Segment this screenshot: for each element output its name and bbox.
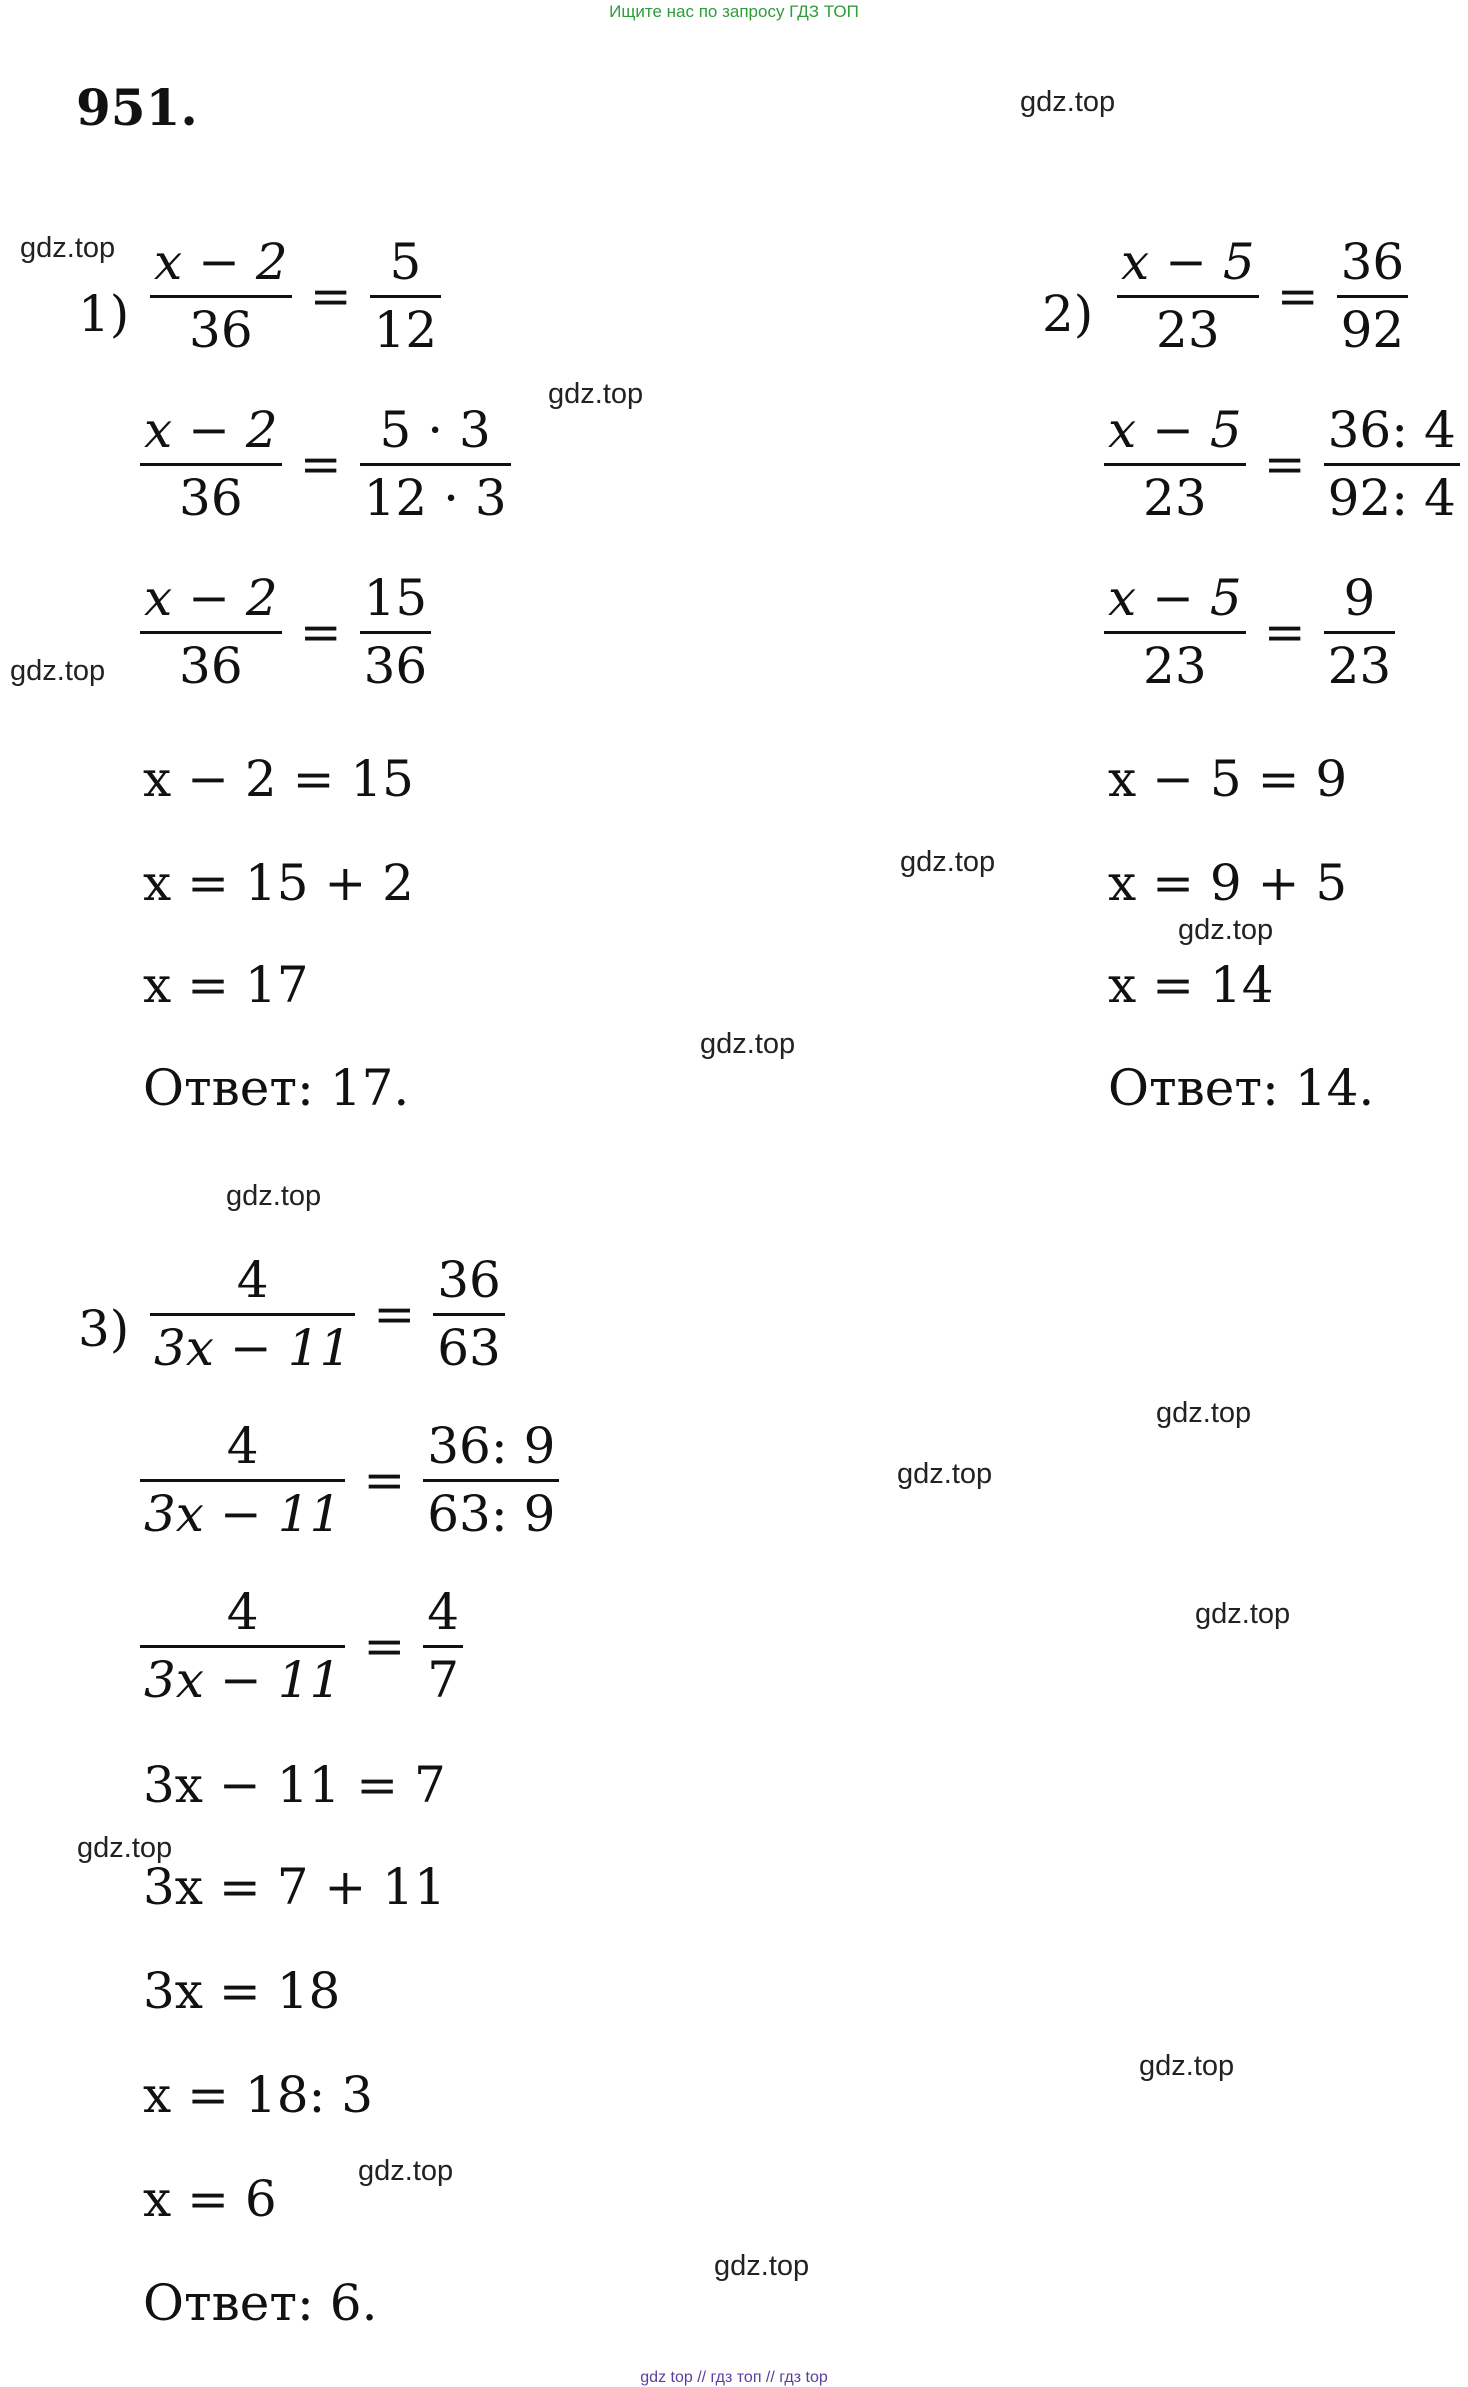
denominator: 3x − 11: [144, 1650, 342, 1709]
watermark: gdz.top: [1020, 86, 1116, 118]
part-3-label: 3): [78, 1300, 130, 1358]
watermark: gdz.top: [548, 378, 644, 410]
watermark: gdz.top: [1156, 1397, 1252, 1429]
equals-sign: =: [309, 267, 352, 325]
fraction-bar: [423, 1645, 463, 1648]
watermark: gdz.top: [10, 655, 106, 687]
numerator: x − 2: [144, 401, 278, 459]
fraction: [140, 401, 282, 527]
fraction-bar: [140, 631, 282, 634]
part-2-step-1: [1117, 233, 1408, 359]
watermark: gdz.top: [1139, 2050, 1235, 2082]
fraction: [140, 1417, 345, 1543]
part-1-step-5: x = 15 + 2: [143, 854, 414, 912]
denominator: 23: [1143, 468, 1207, 527]
part-2-step-4: x − 5 = 9: [1108, 750, 1348, 808]
fraction: [370, 233, 442, 359]
watermark: gdz.top: [1195, 1598, 1291, 1630]
part-2-step-5: x = 9 + 5: [1108, 854, 1348, 912]
denominator: 36: [179, 468, 243, 527]
denominator: 36: [189, 300, 253, 359]
numerator: x − 5: [1108, 569, 1242, 627]
numerator: 36: 4: [1327, 401, 1456, 459]
fraction: [360, 401, 511, 527]
denominator: 63: [437, 1318, 501, 1377]
fraction-bar: [1117, 295, 1259, 298]
part-1-step-2: [140, 401, 511, 527]
denominator: 12 · 3: [363, 468, 507, 527]
part-2-step-2: [1104, 401, 1460, 527]
fraction: [150, 1251, 355, 1377]
fraction-bar: [433, 1313, 505, 1316]
watermark: gdz.top: [226, 1180, 322, 1212]
watermark: gdz.top: [77, 1832, 173, 1864]
denominator: 7: [427, 1650, 460, 1709]
watermark: gdz.top: [1178, 914, 1274, 946]
part-3-step-4: 3x − 11 = 7: [143, 1756, 446, 1814]
denominator: 92: [1340, 300, 1405, 359]
denominator: 12: [373, 300, 438, 359]
fraction-bar: [1104, 631, 1246, 634]
part-1-step-1: [150, 233, 441, 359]
part-3-step-3: [140, 1583, 463, 1709]
fraction-bar: [140, 1479, 345, 1482]
fraction-bar: [140, 1645, 345, 1648]
numerator: 36: [1340, 233, 1405, 291]
denominator: 36: [179, 636, 243, 695]
part-1-step-4: x − 2 = 15: [143, 750, 414, 808]
part-3-step-8: x = 6: [143, 2170, 277, 2228]
equals-sign: =: [1263, 435, 1306, 493]
bottom-banner: gdz top // гдз топ // гдз top: [640, 2369, 828, 2386]
numerator: 36: 9: [427, 1417, 556, 1475]
part-1-step-3: [140, 569, 431, 695]
equals-sign: =: [299, 603, 342, 661]
part-3-step-6: 3x = 18: [143, 1962, 341, 2020]
denominator: 3x − 11: [144, 1484, 342, 1543]
top-banner: Ищите нас по запросу ГДЗ ТОП: [609, 2, 859, 21]
denominator: 3x − 11: [154, 1318, 352, 1377]
fraction-bar: [150, 295, 292, 298]
numerator: 4: [427, 1583, 460, 1641]
part-3-step-2: [140, 1417, 559, 1543]
watermark: gdz.top: [900, 846, 996, 878]
numerator: x − 5: [1108, 401, 1242, 459]
equals-sign: =: [373, 1285, 416, 1343]
denominator: 63: 9: [427, 1484, 556, 1543]
denominator: 23: [1327, 636, 1392, 695]
part-2-label: 2): [1042, 285, 1094, 343]
denominator: 92: 4: [1327, 468, 1456, 527]
fraction: [1104, 569, 1246, 695]
equals-sign: =: [1263, 603, 1306, 661]
equals-sign: =: [299, 435, 342, 493]
denominator: 23: [1143, 636, 1207, 695]
fraction-bar: [360, 463, 511, 466]
fraction-bar: [1337, 295, 1409, 298]
part-1-label: 1): [78, 285, 130, 343]
problem-number: 951.: [76, 78, 198, 137]
numerator: 5: [389, 233, 422, 291]
part-3-step-5: 3x = 7 + 11: [143, 1858, 446, 1916]
numerator: x − 2: [144, 569, 278, 627]
numerator: 15: [363, 569, 428, 627]
numerator: 4: [226, 1417, 259, 1475]
part-3-step-7: x = 18: 3: [143, 2066, 374, 2124]
fraction: [423, 1417, 559, 1543]
numerator: x − 5: [1121, 233, 1255, 291]
numerator: 4: [236, 1251, 269, 1309]
fraction: [1117, 233, 1259, 359]
watermark: gdz.top: [700, 1028, 796, 1060]
equals-sign: =: [363, 1617, 406, 1675]
part-1-step-6: x = 17: [143, 956, 309, 1014]
watermark: gdz.top: [20, 232, 116, 264]
part-3-answer: Ответ: 6.: [143, 2274, 378, 2332]
fraction-bar: [150, 1313, 355, 1316]
part-3-step-1: [150, 1251, 505, 1377]
numerator: 5 · 3: [379, 401, 491, 459]
part-2-step-3: [1104, 569, 1395, 695]
numerator: 36: [437, 1251, 501, 1309]
fraction: [1104, 401, 1246, 527]
fraction: [1337, 233, 1409, 359]
fraction: [423, 1583, 463, 1709]
numerator: 4: [226, 1583, 259, 1641]
equals-sign: =: [363, 1451, 406, 1509]
fraction: [1324, 569, 1396, 695]
watermark: gdz.top: [358, 2155, 454, 2187]
fraction: [433, 1251, 505, 1377]
fraction-bar: [423, 1479, 559, 1482]
numerator: 9: [1343, 569, 1376, 627]
fraction-bar: [370, 295, 442, 298]
equals-sign: =: [1276, 267, 1319, 325]
part-2-answer: Ответ: 14.: [1108, 1059, 1375, 1117]
denominator: 36: [363, 636, 428, 695]
part-1-answer: Ответ: 17.: [143, 1059, 410, 1117]
fraction: [140, 1583, 345, 1709]
fraction: [360, 569, 432, 695]
numerator: x − 2: [154, 233, 288, 291]
watermark: gdz.top: [714, 2250, 810, 2282]
part-2-step-6: x = 14: [1108, 956, 1274, 1014]
fraction-bar: [140, 463, 282, 466]
fraction: [150, 233, 292, 359]
fraction-bar: [1324, 631, 1396, 634]
fraction: [140, 569, 282, 695]
denominator: 23: [1156, 300, 1220, 359]
watermark: gdz.top: [897, 1458, 993, 1490]
fraction: [1324, 401, 1460, 527]
fraction-bar: [1104, 463, 1246, 466]
fraction-bar: [1324, 463, 1460, 466]
fraction-bar: [360, 631, 432, 634]
